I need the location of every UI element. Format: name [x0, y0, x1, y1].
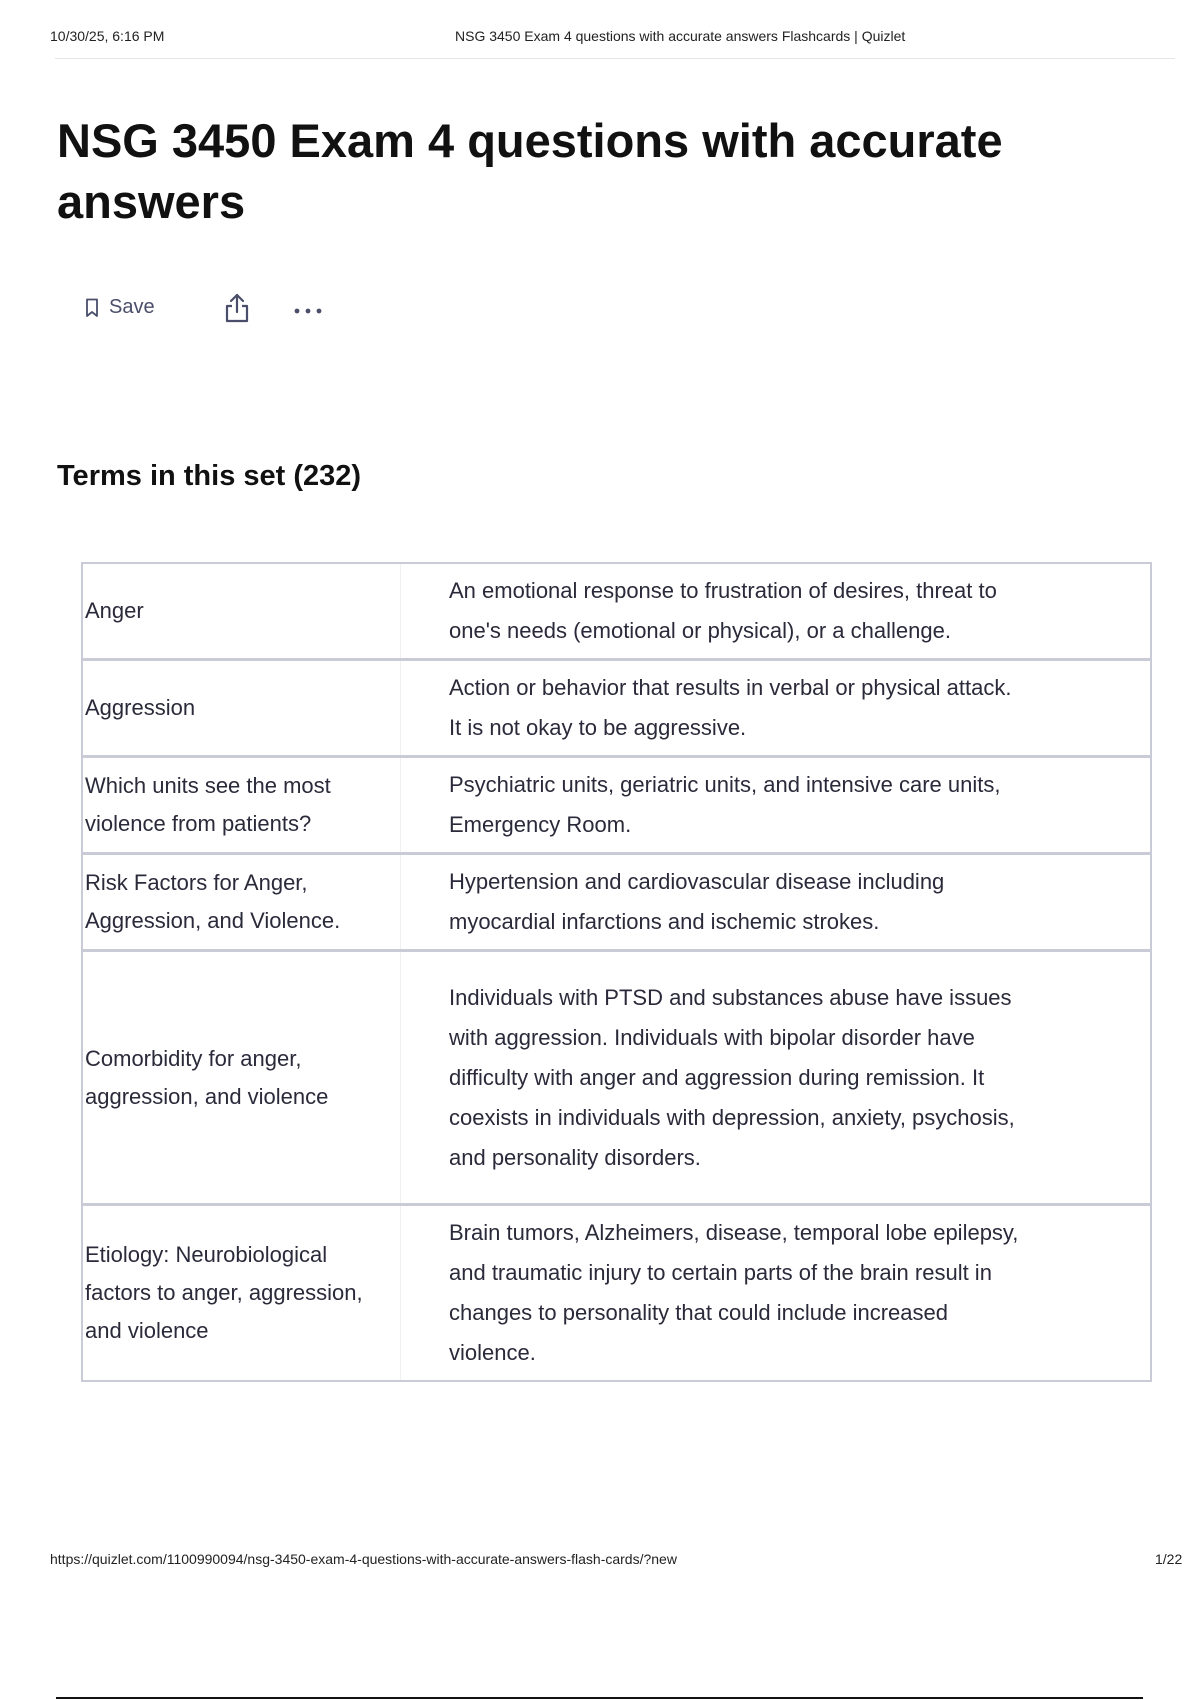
save-button[interactable]	[85, 296, 155, 319]
term-cell	[83, 661, 401, 755]
terms-table	[81, 562, 1152, 1382]
table-row	[83, 564, 1150, 661]
term-text: Risk Factors for Anger, Aggression, and Violence.	[85, 870, 341, 933]
term-cell	[83, 1206, 401, 1380]
term-text: Anger	[85, 598, 144, 623]
page-title: NSG 3450 Exam 4 questions with accurate answers	[57, 114, 1003, 228]
header-divider	[55, 58, 1175, 59]
more-options-button[interactable]	[293, 302, 323, 320]
term-cell	[83, 564, 401, 658]
definition-cell	[401, 661, 1150, 755]
share-button[interactable]	[223, 292, 251, 329]
table-row	[83, 758, 1150, 855]
table-row	[83, 952, 1150, 1206]
term-cell	[83, 758, 401, 852]
term-text: Etiology: Neurobiological factors to anger, aggression, and violence	[85, 1242, 363, 1343]
term-cell	[83, 952, 401, 1203]
term-cell	[83, 855, 401, 949]
print-footer	[50, 1551, 1190, 1571]
definition-text: Individuals with PTSD and substances abuse have issues with aggression. Individuals with bipolar disorder have difficulty with anger and aggression during remission. It coexists in individuals with depression, anxiety, psychosis, and personality disorders.	[449, 984, 1015, 1170]
table-row	[83, 855, 1150, 952]
definition-cell	[401, 952, 1150, 1203]
definition-text: Hypertension and cardiovascular disease including myocardial infarctions and ischemic strokes.	[449, 869, 945, 934]
definition-text: Action or behavior that results in verbal or physical attack. It is not okay to be aggressive.	[449, 675, 1012, 740]
definition-text: Psychiatric units, geriatric units, and intensive care units, Emergency Room.	[449, 772, 1001, 837]
term-text: Comorbidity for anger, aggression, and violence	[85, 1045, 329, 1109]
table-row	[83, 661, 1150, 758]
terms-heading: Terms in this set (232)	[57, 460, 362, 492]
more-icon	[293, 302, 323, 319]
definition-cell	[401, 564, 1150, 658]
bookmark-icon	[85, 298, 99, 318]
print-header	[50, 28, 1150, 50]
term-text: Aggression	[85, 695, 196, 720]
definition-cell	[401, 1206, 1150, 1380]
page-number: 1/22	[1155, 1551, 1183, 1567]
definition-cell	[401, 855, 1150, 949]
definition-text: An emotional response to frustration of desires, threat to one's needs (emotional or physical), or a challenge.	[449, 578, 997, 643]
print-doc-title: NSG 3450 Exam 4 questions with accurate answers Flashcards | Quizlet	[455, 28, 906, 44]
save-label: Save	[109, 296, 155, 318]
definition-cell	[401, 758, 1150, 852]
table-row	[83, 1206, 1150, 1380]
term-text: Which units see the most violence from patients?	[85, 773, 331, 836]
print-datetime: 10/30/25, 6:16 PM	[50, 28, 165, 44]
share-icon	[223, 311, 251, 328]
print-url: https://quizlet.com/1100990094/nsg-3450-exam-4-questions-with-accurate-answers-flash-cards/?new	[50, 1551, 677, 1567]
bottom-divider	[56, 1697, 1143, 1699]
definition-text: Brain tumors, Alzheimers, disease, temporal lobe epilepsy, and traumatic injury to certain parts of the brain result in changes to personality that could include increased violence.	[449, 1220, 1019, 1365]
